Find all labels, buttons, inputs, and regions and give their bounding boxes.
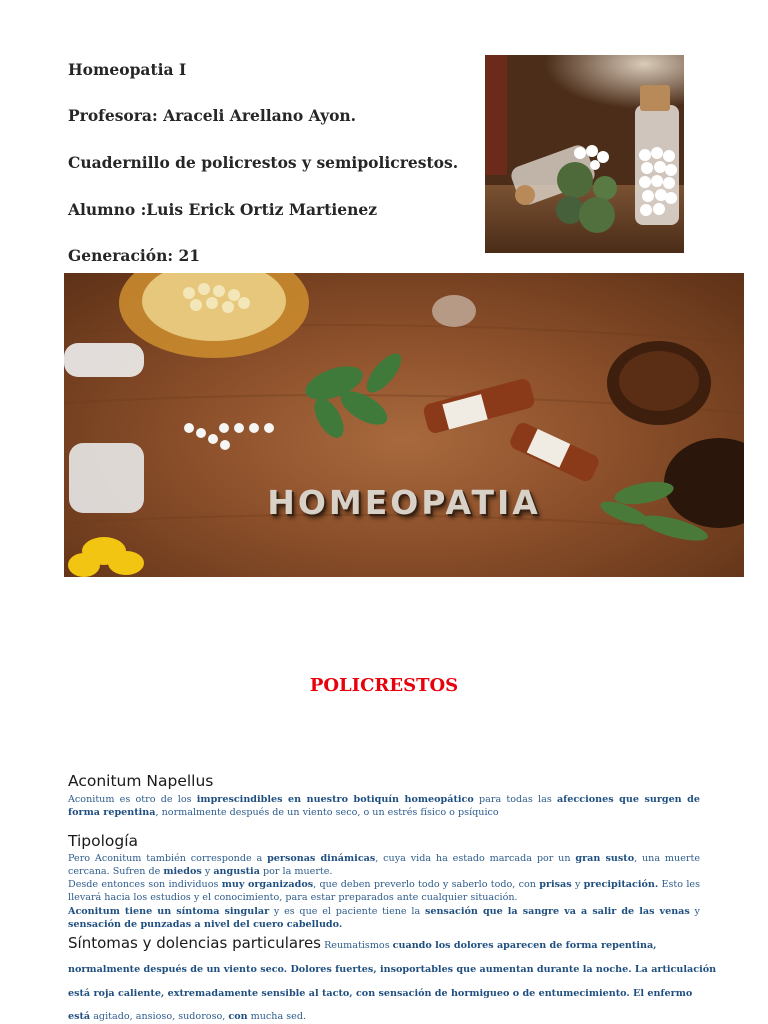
remedy-bottles-photo bbox=[485, 55, 684, 253]
sintomas-line-1: Síntomas y dolencias particulares Reumatismos cuando los dolores aparecen de forma repentina, bbox=[68, 934, 657, 952]
remedy-intro: Aconitum es otro de los imprescindibles en nuestro botiquín homeopático para todas las afecciones que surgen de forma repentina, normalmente después de un viento seco, o un estrés físico o psíquico bbox=[68, 794, 700, 819]
tipologia-paragraph-3: Aconitum tiene un síntoma singular y es que el paciente tiene la sensación que la sangre va a salir de las venas y sensación de punzadas a nivel del cuero cabelludo. bbox=[68, 906, 700, 931]
homeopatia-banner bbox=[64, 273, 744, 577]
remedy-title: Aconitum Napellus bbox=[68, 772, 214, 790]
sintomas-line-3: está roja caliente, extremadamente sensible al tacto, con sensación de hormigueo o de entumecimiento. El enfermo bbox=[68, 988, 693, 999]
tipologia-paragraph-1: Pero Aconitum también corresponde a personas dinámicas, cuya vida ha estado marcada por un gran susto, una muerte cercana. Sufren de miedos y angustia por la muerte. bbox=[68, 853, 700, 878]
banner-word: HOMEOPATIA bbox=[267, 483, 541, 522]
sintomas-title: Síntomas y dolencias particulares bbox=[68, 934, 322, 952]
booklet-line: Cuadernillo de policrestos y semipolicrestos. bbox=[68, 153, 459, 172]
sintomas-line-2: normalmente después de un viento seco. Dolores fuertes, insoportables que aumentan durante la noche. La articulación bbox=[68, 964, 717, 975]
tipologia-paragraph-2: Desde entonces son individuos muy organizados, que deben preverlo todo y saberlo todo, con prisas y precipitación. Esto les llevará hacia los estudios y el conocimiento, para estar preparados ante cualquier situación. bbox=[68, 879, 701, 904]
student-line: Alumno :Luis Erick Ortiz Martienez bbox=[68, 200, 378, 219]
teacher-line: Profesora: Araceli Arellano Ayon. bbox=[68, 106, 357, 125]
generation-line: Generación: 21 bbox=[68, 246, 201, 265]
sintomas-line-4: está agitado, ansioso, sudoroso, con mucha sed. bbox=[68, 1011, 307, 1022]
tipologia-title: Tipología bbox=[68, 832, 139, 850]
section-title: POLICRESTOS bbox=[309, 675, 459, 696]
course-title: Homeopatia I bbox=[68, 60, 187, 79]
